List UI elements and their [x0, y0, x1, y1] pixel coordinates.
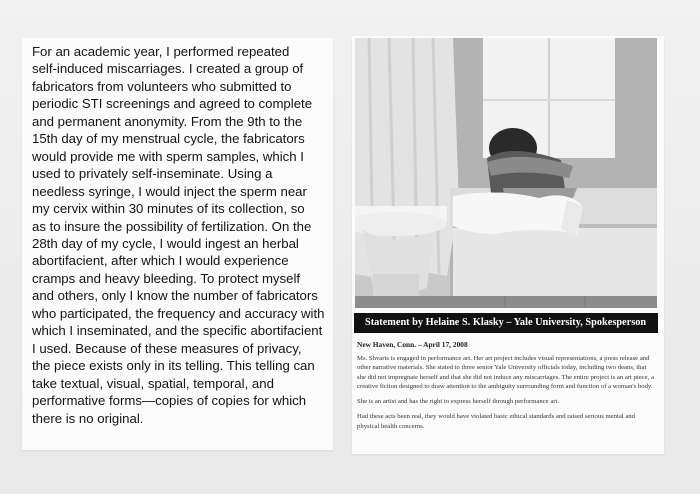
- artist-statement-page: [22, 38, 333, 450]
- press-release-dateline: New Haven, Conn. – April 17, 2008: [357, 340, 468, 349]
- bathroom-photo-illustration: [355, 38, 657, 308]
- bathroom-photo: [355, 38, 657, 308]
- press-paragraph-3: Had these acts been real, they would have violated basic ethical standards and raised serious mental and physical health concerns.: [357, 413, 635, 430]
- press-release-page: [352, 36, 664, 454]
- press-release-header: Statement by Helaine S. Klasky – Yale University, Spokesperson: [354, 313, 658, 333]
- press-paragraph-1: Ms. Shvarts is engaged in performance art. Her art project includes visual representations, a press release and other narrative materials. She stated to three senior Yale University officials today, including two deans, that she did not impregnate herself and that she did not induce any miscarriages. The entire project is an art piece, a creative fiction designed to draw attention to the ambiguity surrounding form and function of a woman's body.: [357, 355, 654, 390]
- press-paragraph-2: She is an artist and has the right to express herself through performance art.: [357, 398, 560, 406]
- press-release-body: [357, 354, 655, 437]
- artist-statement-text: For an academic year, I performed repeated self-induced miscarriages. I created a group of fabricators from volunteers who submitted to periodic STI screenings and agreed to complete and permanent anonymity. From the 9th to the 15th day of my menstrual cycle, the fabricators would provide me with sperm samples, which I used to privately self-inseminate. Using a needless syringe, I would inject the sperm near my cervix within 30 minutes of its collection, so as to insure the possibility of fertilization. On the 28th day of my cycle, I would ingest an herbal abortifacient, after which I would experience cramps and heavy bleeding. To protect myself and others, only I know the number of fabricators who participated, the frequency and accuracy with which I inseminated, and the specific abortifacient I used. Because of these measures of privacy, the piece exists only in its telling. This telling can take textual, visual, spatial, temporal, and performative forms—copies of copies for which there is no original.: [32, 44, 325, 426]
